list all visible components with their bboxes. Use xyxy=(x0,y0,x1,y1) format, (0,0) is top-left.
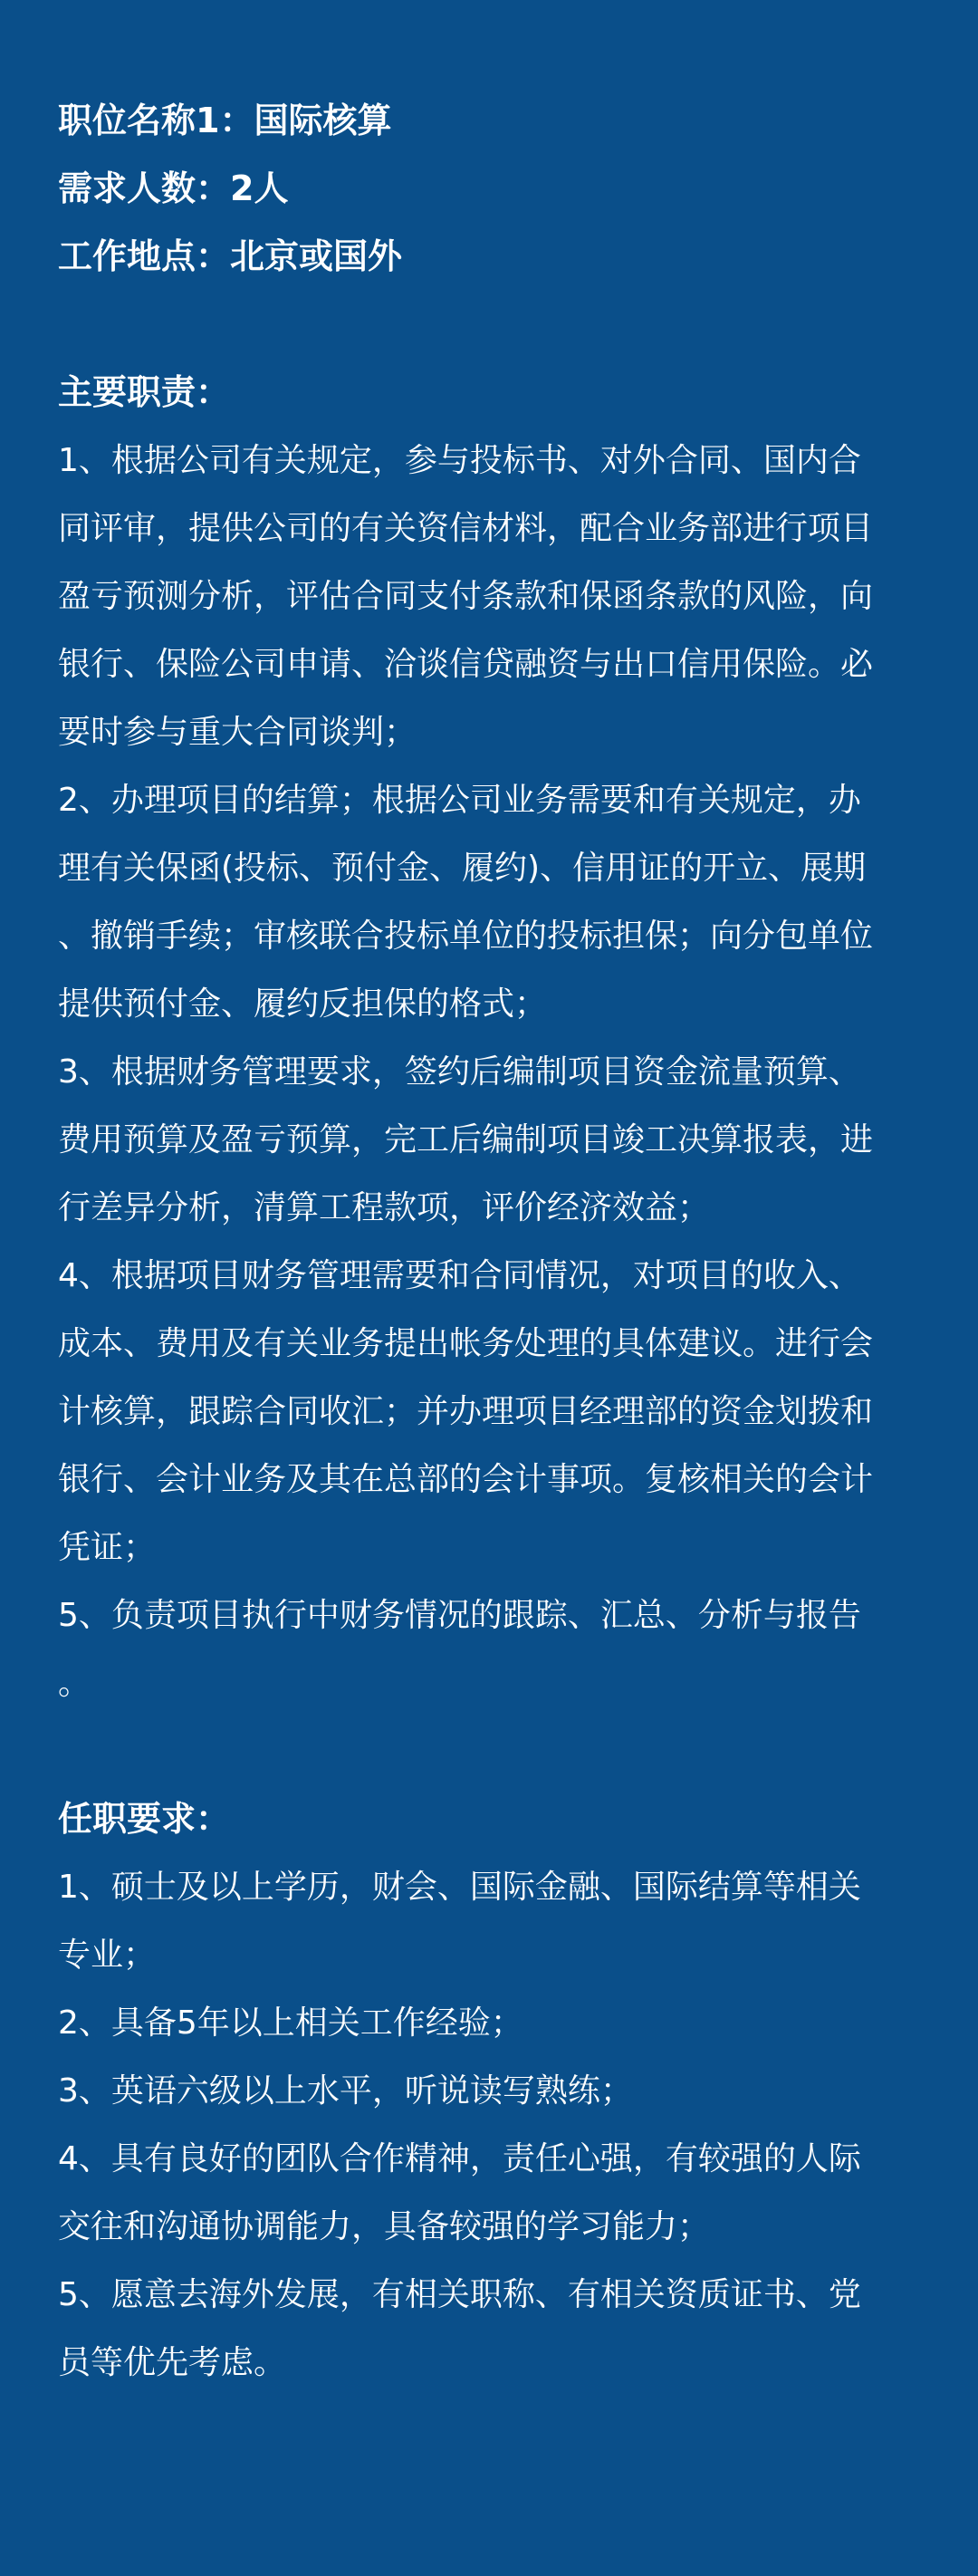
responsibility-line: 3、根据财务管理要求，签约后编制项目资金流量预算、 xyxy=(58,1053,861,1091)
job-location: 工作地点：北京或国外 xyxy=(58,236,403,276)
responsibilities-heading: 主要职责： xyxy=(58,372,231,412)
responsibility-line: 2、办理项目的结算；根据公司业务需要和有关规定，办 xyxy=(58,782,861,819)
requirement-line: 交往和沟通协调能力，具备较强的学习能力； xyxy=(58,2208,711,2245)
requirements-section xyxy=(58,1785,920,2397)
requirement-item xyxy=(58,2261,920,2397)
requirement-line: 2、具备5年以上相关工作经验； xyxy=(58,2004,523,2042)
responsibility-item xyxy=(58,1038,920,1242)
requirements-heading: 任职要求： xyxy=(58,1799,231,1839)
responsibility-line: 、撤销手续；审核联合投标单位的投标担保；向分包单位 xyxy=(58,918,874,955)
responsibility-line: 银行、会计业务及其在总部的会计事项。复核相关的会计 xyxy=(58,1461,874,1498)
job-headcount: 需求人数：2人 xyxy=(58,168,289,208)
responsibilities-section xyxy=(58,359,920,1717)
job-info xyxy=(58,87,920,291)
requirement-line: 员等优先考虑。 xyxy=(58,2344,287,2381)
requirement-line: 1、硕士及以上学历，财会、国际金融、国际结算等相关 xyxy=(58,1869,861,1906)
responsibility-item xyxy=(58,1581,920,1717)
responsibility-line: 费用预算及盈亏预算，完工后编制项目竣工决算报表，进 xyxy=(58,1121,874,1158)
responsibility-line: 成本、费用及有关业务提出帐务处理的具体建议。进行会 xyxy=(58,1325,874,1362)
responsibility-line: 。 xyxy=(58,1665,91,1702)
responsibility-line: 行差异分析，清算工程款项，评价经济效益； xyxy=(58,1189,711,1226)
responsibility-line: 提供预付金、履约反担保的格式； xyxy=(58,985,548,1023)
responsibility-line: 计核算，跟踪合同收汇；并办理项目经理部的资金划拨和 xyxy=(58,1393,874,1430)
job-title: 职位名称1：国际核算 xyxy=(58,101,392,140)
responsibility-item xyxy=(58,427,920,766)
responsibility-line: 5、负责项目执行中财务情况的跟踪、汇总、分析与报告 xyxy=(58,1597,861,1634)
requirement-line: 4、具有良好的团队合作精神，责任心强，有较强的人际 xyxy=(58,2140,861,2177)
requirement-item xyxy=(58,2057,920,2125)
responsibility-line: 4、根据项目财务管理需要和合同情况，对项目的收入、 xyxy=(58,1257,861,1294)
requirement-item xyxy=(58,2125,920,2261)
requirement-item xyxy=(58,1989,920,2057)
responsibility-line: 1、根据公司有关规定，参与投标书、对外合同、国内合 xyxy=(58,442,861,479)
requirement-line: 5、愿意去海外发展，有相关职称、有相关资质证书、党 xyxy=(58,2276,861,2313)
responsibility-line: 凭证； xyxy=(58,1529,157,1566)
responsibility-line: 盈亏预测分析，评估合同支付条款和保函条款的风险，向 xyxy=(58,578,874,615)
responsibility-line: 理有关保函(投标、预付金、履约)、信用证的开立、展期 xyxy=(58,850,867,887)
responsibility-item xyxy=(58,1242,920,1581)
responsibility-line: 银行、保险公司申请、洽谈信贷融资与出口信用保险。必 xyxy=(58,646,874,683)
requirement-line: 3、英语六级以上水平，听说读写熟练； xyxy=(58,2072,633,2110)
requirement-item xyxy=(58,1853,920,1989)
requirement-line: 专业； xyxy=(58,1937,157,1974)
responsibility-item xyxy=(58,766,920,1038)
responsibility-line: 要时参与重大合同谈判； xyxy=(58,714,417,751)
responsibility-line: 同评审，提供公司的有关资信材料，配合业务部进行项目 xyxy=(58,510,874,547)
